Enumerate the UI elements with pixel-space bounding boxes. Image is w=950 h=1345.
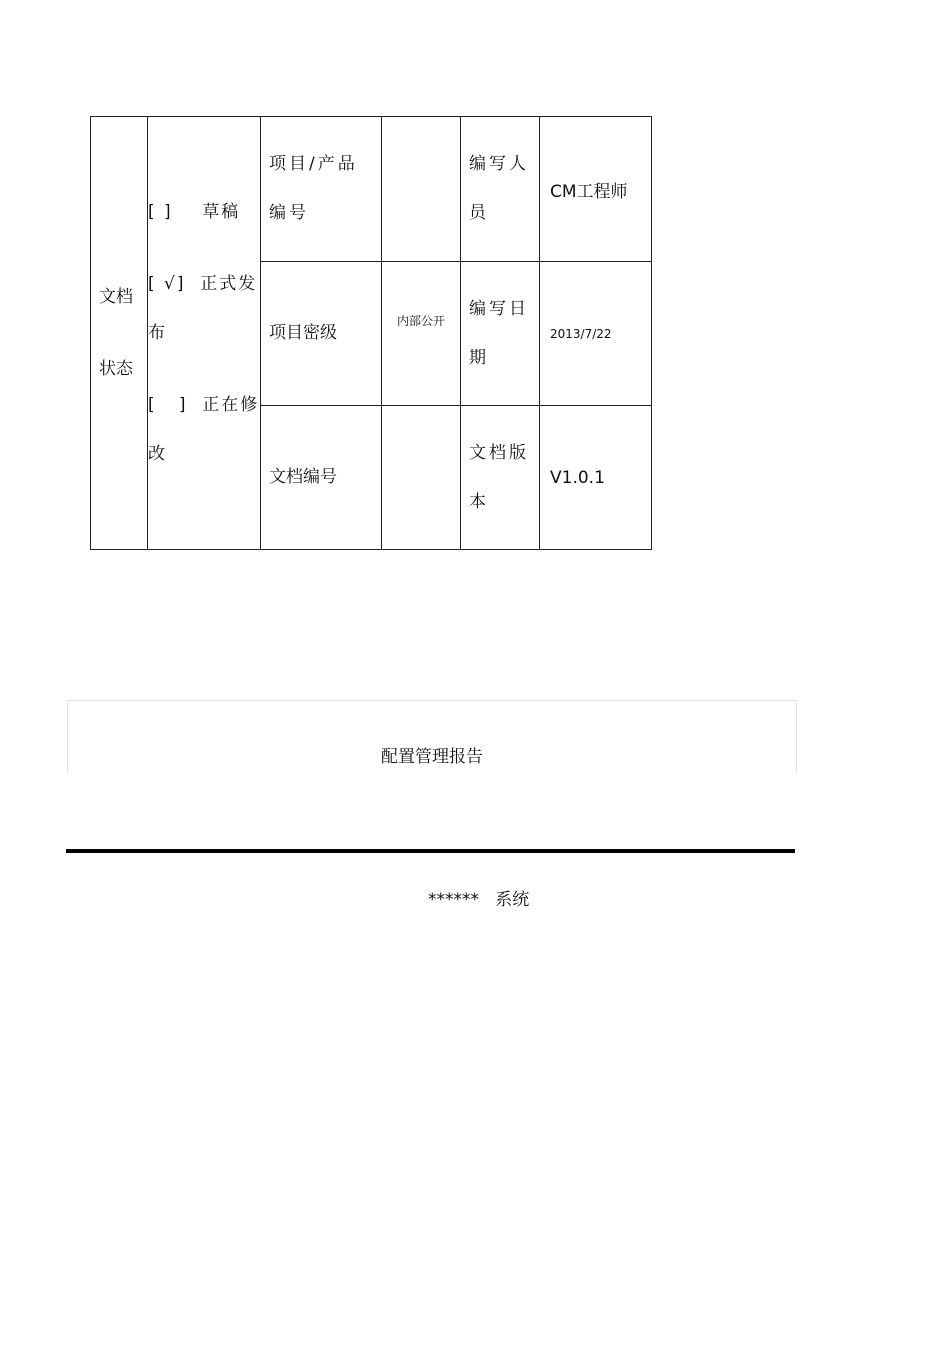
project-classification-value: 内部公开 [396,313,445,328]
document-version-value-cell [540,406,652,550]
document-status-label-line-1: 文档 [99,287,133,307]
document-number-value-cell [382,406,461,550]
author-value-cell [540,117,652,262]
title-frame [67,700,797,773]
document-version-label: 文档版本 [469,442,529,512]
project-classification-label-cell [261,262,382,406]
project-classification-value-cell [382,262,461,406]
write-date-label: 编写日期 [469,298,529,368]
status-option-released: [ √] 正式发布 [148,273,258,343]
document-number-label-cell [261,406,382,550]
document-version-value: V1.0.1 [550,467,605,488]
document-version-label-cell [461,406,540,550]
project-product-number-label: 项目/产品编号 [269,154,358,223]
document-status-label-cell [91,117,148,550]
system-name: ****** 系统 [428,890,530,910]
project-classification-label: 项目密级 [269,323,337,343]
document-title: 配置管理报告 [381,747,483,767]
status-option-draft: [ ] 草稿 [148,201,241,222]
author-label: 编写人员 [469,154,529,223]
write-date-value-cell [540,262,652,406]
title-divider-rule [66,849,795,853]
write-date-label-cell [461,262,540,406]
author-label-cell [461,117,540,262]
document-number-label: 文档编号 [269,467,337,487]
write-date-value: 2013/7/22 [550,326,612,341]
document-status-options-cell [148,117,261,550]
document-status-label-line-2: 状态 [99,359,133,379]
project-product-number-label-cell [261,117,382,262]
project-product-number-value-cell [382,117,461,262]
document-info-table [90,116,652,550]
status-option-in-revision: [ ] 正在修改 [148,394,260,464]
author-value: CM工程师 [550,181,628,202]
